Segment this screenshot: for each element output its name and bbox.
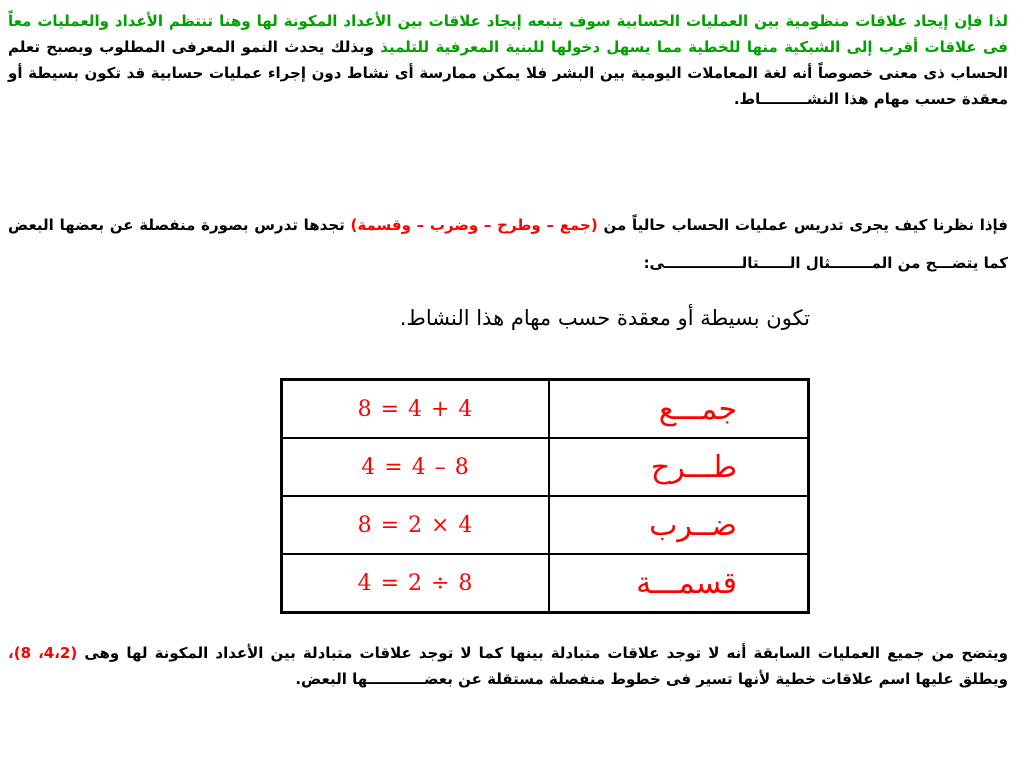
conclusion-text-start: ويتضح من جميع العمليات السابقة أنه لا توجد علاقات متبادلة بينها كما لا توجد علاقات متبادلة بين الأعداد المكونة لها وهى <box>77 644 1008 662</box>
table-row <box>282 438 809 496</box>
intro-paragraph <box>8 8 1008 112</box>
intro-black-text: وبذلك يحدث النمو المعرفى المطلوب ويصبح تعلم الحساب ذى معنى خصوصاً أنه لغة المعاملات اليومية بين البشر فلا يمكن ممارسة أى نشاط دون إجراء عمليات حسابية قد تكون بسيطة أو معقدة حسب مهام هذا النشـــــــــاط. <box>8 38 1008 108</box>
conclusion-text-end: ويطلق عليها اسم علاقات خطية لأنها تسير فى خطوط منفصلة مستقلة عن بعضـــــــــــها البعض. <box>295 670 1008 688</box>
teaching-paragraph <box>8 206 1008 282</box>
expression-cell: 4 = 4 – 8 <box>282 438 550 496</box>
operation-name-cell: قسمـــة <box>549 554 809 613</box>
numbers-list: (4،2، 8)، <box>8 644 78 662</box>
table-row <box>282 496 809 554</box>
expression-cell: 8 = 4 + 4 <box>282 380 550 439</box>
operations-table <box>280 378 810 614</box>
conclusion-paragraph <box>8 640 1008 692</box>
table-row <box>282 380 809 439</box>
operation-name-cell: جمـــع <box>549 380 809 439</box>
teaching-text-end: تجدها تدرس بصورة منفصلة عن بعضها البعض كما يتضـــح من المــــــــثال الــــــتالـــــــــــــــى: <box>8 216 1008 272</box>
intro-green-text: لذا فإن إيجاد علاقات منظومية بين العمليات الحسابية سوف يتبعه إيجاد علاقات بين الأعداد المكونة لها وهنا تنتظم الأعداد والعمليات معاً فى علاقات أقرب إلى الشبكية منها للخطية مما يسهل دخولها للبنية المعرفية للتلميذ <box>8 12 1008 56</box>
operation-name-cell: ضــرب <box>549 496 809 554</box>
expression-cell: 4 = 2 ÷ 8 <box>282 554 550 613</box>
subtitle-line: تكون بسيطة أو معقدة حسب مهام هذا النشاط. <box>399 306 810 330</box>
operations-list: (جمع – وطرح – وضرب – وقسمة) <box>350 216 598 234</box>
expression-cell: 8 = 2 × 4 <box>282 496 550 554</box>
table-row <box>282 554 809 613</box>
operation-name-cell: طـــرح <box>549 438 809 496</box>
teaching-text-start: فإذا نظرنا كيف يجرى تدريس عمليات الحساب حالياً من <box>597 216 1009 234</box>
